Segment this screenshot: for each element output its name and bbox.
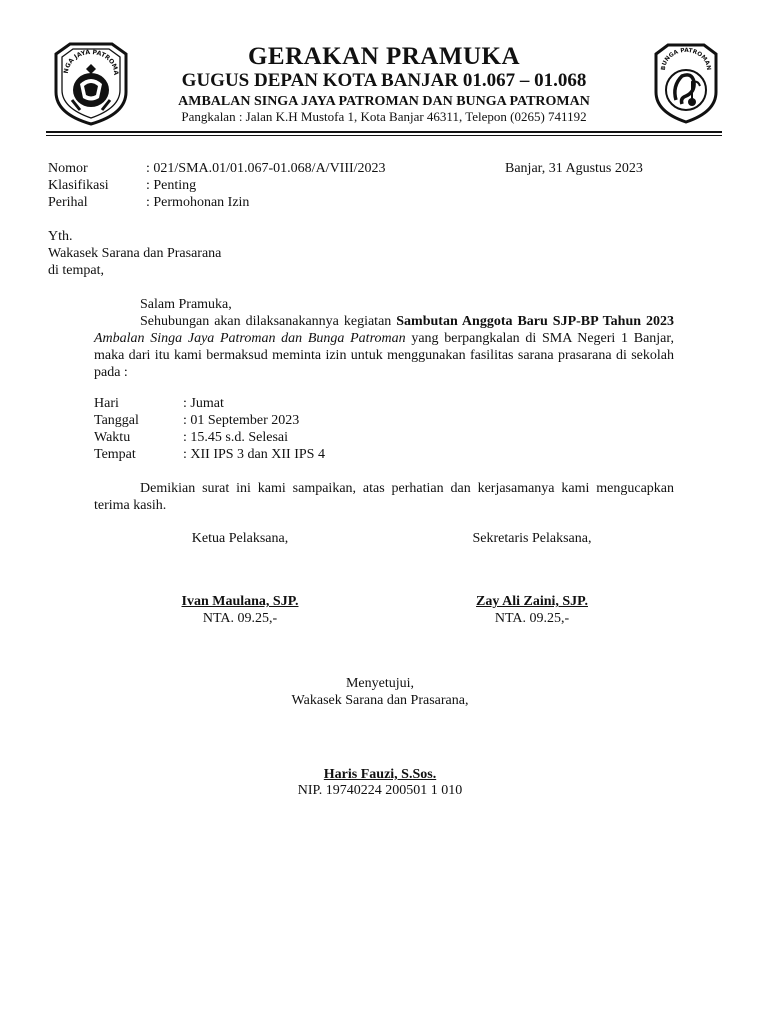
ketua-name: Ivan Maulana, SJP.: [181, 594, 299, 609]
nomor-value: : 021/SMA.01/01.067-01.068/A/VIII/2023: [146, 161, 386, 176]
klasifikasi-value: : Penting: [146, 178, 197, 193]
sekretaris-name: Zay Ali Zaini, SJP.: [476, 594, 588, 609]
hari-value: : Jumat: [183, 396, 224, 411]
approve-label: Menyetujui,: [345, 676, 415, 691]
sekretaris-title: Sekretaris Pelaksana,: [472, 531, 592, 546]
recipient-name: Wakasek Sarana dan Prasarana: [48, 246, 222, 261]
right-emblem-text: BUNGA PATROMAN: [660, 47, 712, 71]
ketua-nta: NTA. 09.25,-: [202, 611, 278, 626]
address-line: Pangkalan : Jalan K.H Mustofa 1, Kota Banjar 46311, Telepon (0265) 741192: [181, 109, 587, 124]
tempat-value: : XII IPS 3 dan XII IPS 4: [183, 447, 325, 462]
ambalan-title: AMBALAN SINGA JAYA PATROMAN DAN BUNGA PATROMAN: [178, 94, 590, 109]
header-rule-thick: [46, 131, 722, 133]
body-text-b: yang berpangkalan di SMA Negeri 1 Banjar, maka dari itu kami bermaksud meminta izin untuk menggunakan fasilitas sarana prasarana di sekolah pada :: [94, 331, 674, 380]
header-rule-thin: [46, 135, 722, 136]
body-paragraph: [94, 313, 674, 381]
klasifikasi-label: Klasifikasi: [48, 178, 109, 193]
closing-paragraph: Demikian surat ini kami sampaikan, atas perhatian dan kerjasamanya kami mengucapkan terima kasih.: [94, 481, 674, 513]
approve-name: Haris Fauzi, S.Sos.: [323, 767, 437, 782]
waktu-label: Waktu: [94, 430, 131, 445]
nomor-label: Nomor: [48, 161, 88, 176]
body-text-a: Sehubungan akan dilaksanakannya kegiatan: [140, 314, 397, 329]
org-title: GERAKAN PRAMUKA: [247, 43, 521, 70]
approve-nip: NIP. 19740224 200501 1 010: [297, 783, 463, 798]
sekretaris-nta: NTA. 09.25,-: [494, 611, 570, 626]
tanggal-value: : 01 September 2023: [183, 413, 300, 428]
perihal-value: : Permohonan Izin: [146, 195, 250, 210]
perihal-label: Perihal: [48, 195, 88, 210]
event-name: Sambutan Anggota Baru SJP-BP Tahun 2023: [396, 314, 675, 329]
place-date: Banjar, 31 Agustus 2023: [505, 161, 643, 176]
recipient-yth: Yth.: [48, 229, 73, 244]
left-emblem-text: NGA JAYA PATROMA: [62, 48, 120, 76]
gudep-title: GUGUS DEPAN KOTA BANJAR 01.067 – 01.068: [181, 70, 587, 91]
tempat-label: Tempat: [94, 447, 136, 462]
recipient-place: di tempat,: [48, 263, 104, 278]
hari-label: Hari: [94, 396, 119, 411]
greeting: Salam Pramuka,: [140, 297, 232, 312]
tanggal-label: Tanggal: [94, 413, 139, 428]
waktu-value: : 15.45 s.d. Selesai: [183, 430, 288, 445]
ambalan-name: Ambalan Singa Jaya Patroman dan Bunga Patroman: [94, 331, 406, 346]
approve-title: Wakasek Sarana dan Prasarana,: [291, 693, 469, 708]
ketua-title: Ketua Pelaksana,: [191, 531, 289, 546]
